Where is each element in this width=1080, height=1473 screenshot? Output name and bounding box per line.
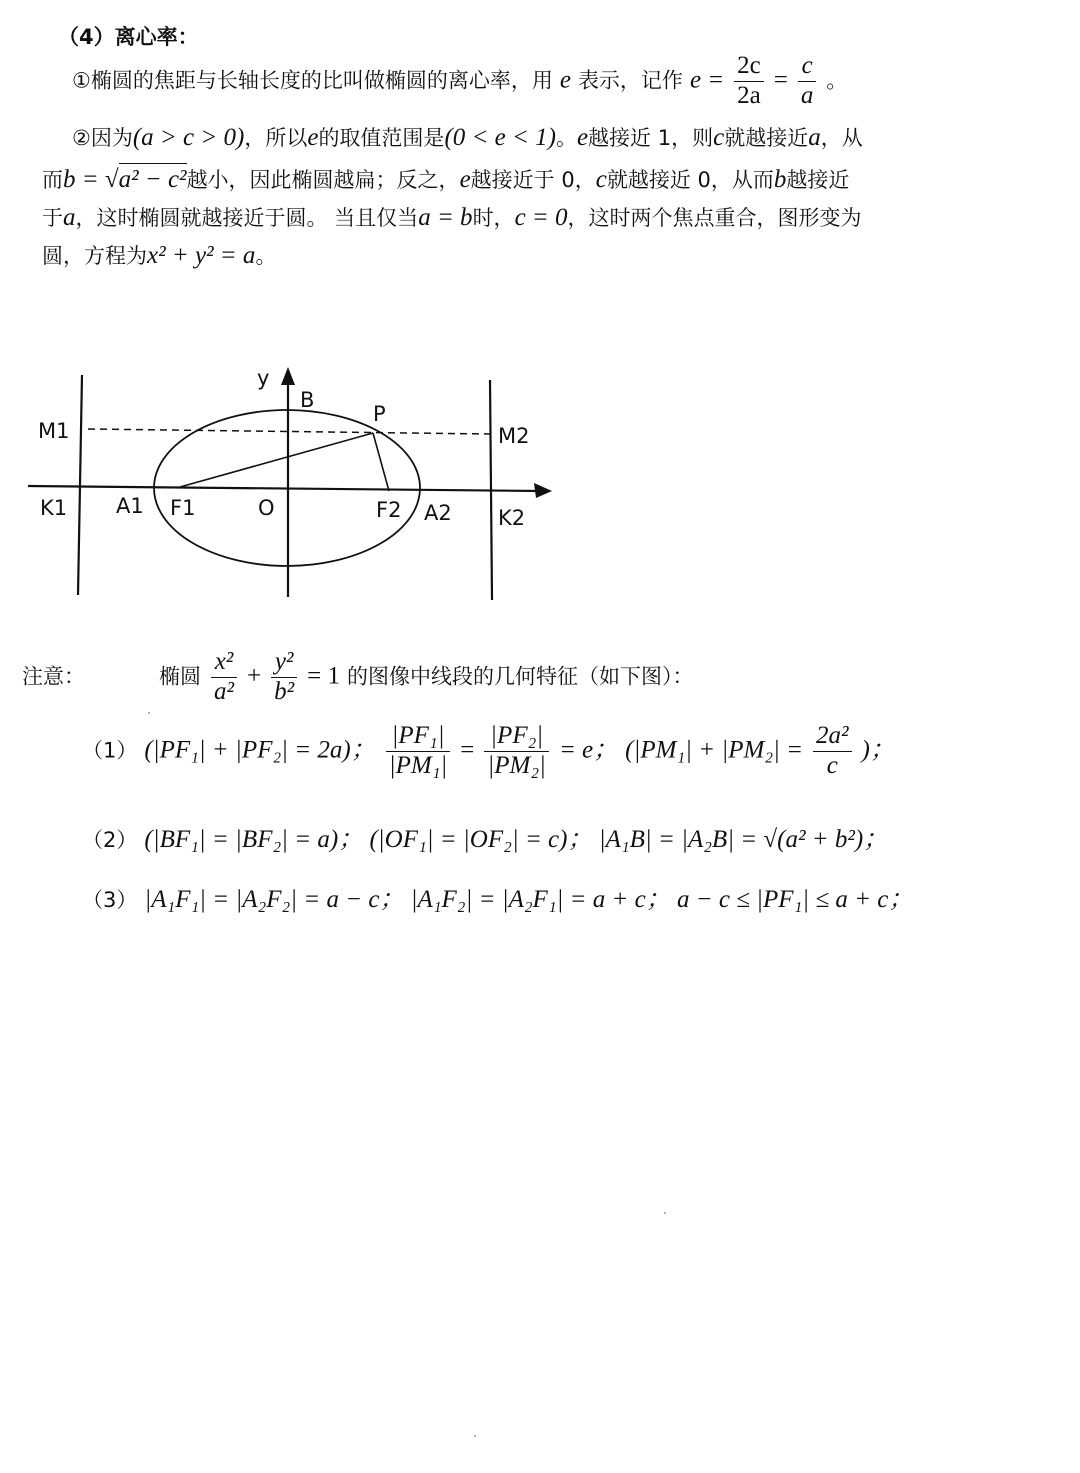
- segment-pf2: [373, 433, 389, 491]
- item-2-num: （2）: [82, 828, 138, 852]
- p2-condition: (a > c > 0): [132, 124, 245, 151]
- note-label: 注意：: [22, 664, 85, 689]
- directrix-left: [78, 375, 82, 595]
- ellipse-diagram: [20, 355, 560, 605]
- item-2-text: (|BF₁| = |BF₂| = a)； (|OF₁| = |OF₂| = c)； |A₁B| = |A₂B| = √(a² + b²)；: [144, 826, 889, 853]
- fraction-y2-b2: $\frac{\text{y²}}{\text{b²}}$: [271, 648, 297, 707]
- p1-end: 。: [826, 68, 848, 93]
- x-axis-arrow: [534, 483, 552, 498]
- p2-l3-d: ，这时两个焦点重合，图形变为: [567, 206, 862, 230]
- p2-l2-bb: b: [773, 166, 787, 193]
- p2-l2-cc: c: [595, 166, 607, 193]
- p1-text: ①椭圆的焦距与长轴长度的比叫做椭圆的离心率，用: [72, 68, 553, 93]
- note-plus: +: [247, 662, 262, 690]
- item-1-pm-sum: (|PM₁| + |PM₂| =: [625, 736, 804, 764]
- p2-l3-eq: a = b: [418, 204, 473, 231]
- fraction-x2-a2: $\frac{\text{x²}}{\text{a²}}$: [211, 648, 237, 707]
- p2-l2-f: 就越接近 0，从而: [606, 168, 774, 192]
- scan-speck: [664, 1212, 666, 1214]
- p2-l2-radicand: a² − c²: [119, 163, 187, 193]
- p2-l2-b: b = √: [63, 166, 119, 193]
- p2-l3-b: ，这时椭圆就越接近于圆。 当且仅当: [75, 206, 419, 230]
- circle-equation: x² + y² = a: [147, 242, 256, 269]
- p2-l3-c: 时，: [472, 206, 515, 230]
- p2-l2-a: 而: [42, 168, 63, 192]
- label-m1: M1: [38, 419, 70, 443]
- p2-l1-d: 。: [555, 126, 577, 150]
- fraction-2c-over-2a: $\frac{2c}{2a}$: [734, 52, 764, 111]
- label-f2: F2: [376, 498, 402, 522]
- label-k1: K1: [40, 496, 68, 520]
- item-3-num: （3）: [82, 888, 138, 912]
- item-3-text: |A₁F₁| = |A₂F₂| = a − c； |A₁F₂| = |A₂F₁| = a + c； a − c ≤ |PF₁| ≤ a + c；: [144, 886, 914, 913]
- item-1-part-a: (|PF₁| + |PF₂| = 2a)；: [144, 736, 376, 764]
- p1-e: e: [559, 66, 571, 94]
- p2-l2-e: e: [459, 166, 471, 193]
- p1-eq-lhs: e =: [689, 66, 725, 94]
- label-m2: M2: [498, 424, 530, 448]
- p2-l2-g: 越接近: [786, 168, 850, 192]
- note-item-3: [82, 887, 913, 912]
- paragraph-2-line-1: [72, 125, 863, 150]
- note-intro: [22, 648, 693, 707]
- fraction-pf2-pm2: $\frac{\text{|PF₂|}}{\text{|PM₂|}}$: [484, 722, 549, 781]
- note-item-1: [82, 722, 895, 781]
- p2-l1-b: ，所以: [244, 126, 308, 150]
- p2-l1-c2: c: [713, 124, 725, 151]
- paragraph-2-line-3: [42, 205, 862, 230]
- section-heading: （4）离心率：: [58, 25, 199, 49]
- p2-l1-e: e: [307, 124, 319, 151]
- p2-l1-e2: e: [576, 124, 589, 151]
- item-1-eq: =: [460, 736, 475, 764]
- paragraph-2-line-2: [42, 167, 849, 192]
- p1-eq2: =: [773, 66, 788, 94]
- paragraph-1: [72, 52, 847, 111]
- segment-pf1: [180, 433, 373, 487]
- p2-l4-a: 圆，方程为: [42, 244, 147, 268]
- scan-speck: [148, 712, 150, 714]
- p2-range: (0 < e < 1): [444, 124, 556, 151]
- label-a2: A2: [424, 501, 452, 525]
- p2-l1-c: 的取值范围是: [318, 126, 445, 150]
- p2-l2-c: 越小，因此椭圆越扁；反之，: [186, 168, 460, 192]
- p2-l4-b: 。: [255, 244, 277, 268]
- p2-l1-f: 越接近 1，则: [588, 126, 714, 150]
- label-y: y: [257, 366, 270, 390]
- p1-mid: 表示，记作: [577, 68, 683, 93]
- item-1-end: )；: [861, 736, 895, 764]
- p2-l3-c0: c = 0: [514, 204, 568, 231]
- fraction-pf1-pm1: $\frac{\text{|PF₁|}}{\text{|PM₁|}}$: [386, 722, 451, 781]
- p2-l1-g: 就越接近: [724, 126, 809, 150]
- p2-l3-av: a: [63, 204, 76, 231]
- paragraph-2-line-4: [42, 243, 276, 268]
- item-1-num: （1）: [82, 738, 138, 763]
- note-item-2: [82, 827, 888, 852]
- p2-l1-a2: a: [808, 124, 821, 151]
- x-axis: [28, 486, 540, 491]
- scan-speck: [474, 1435, 476, 1437]
- note-intro-a: 椭圆: [159, 664, 201, 689]
- fraction-2a2-c: $\frac{\text{2a²}}{c}$: [813, 722, 852, 781]
- p2-l1-a: ②因为: [72, 126, 133, 150]
- label-a1: A1: [116, 494, 144, 518]
- y-axis-arrow: [281, 367, 295, 385]
- note-intro-b: 的图像中线段的几何特征（如下图）：: [346, 664, 694, 689]
- label-f1: F1: [170, 496, 196, 520]
- label-p: P: [373, 402, 386, 426]
- note-intro-eq: = 1: [307, 662, 340, 690]
- p2-l2-d: 越接近于 0，: [470, 168, 596, 192]
- item-1-e: = e；: [558, 736, 619, 764]
- label-b: B: [300, 388, 315, 412]
- p2-l1-h: ，从: [820, 126, 863, 150]
- label-o: O: [258, 496, 275, 520]
- fraction-c-over-a: $\frac{c}{a}$: [798, 52, 817, 111]
- label-k2: K2: [498, 506, 526, 530]
- p2-l3-a: 于: [42, 206, 63, 230]
